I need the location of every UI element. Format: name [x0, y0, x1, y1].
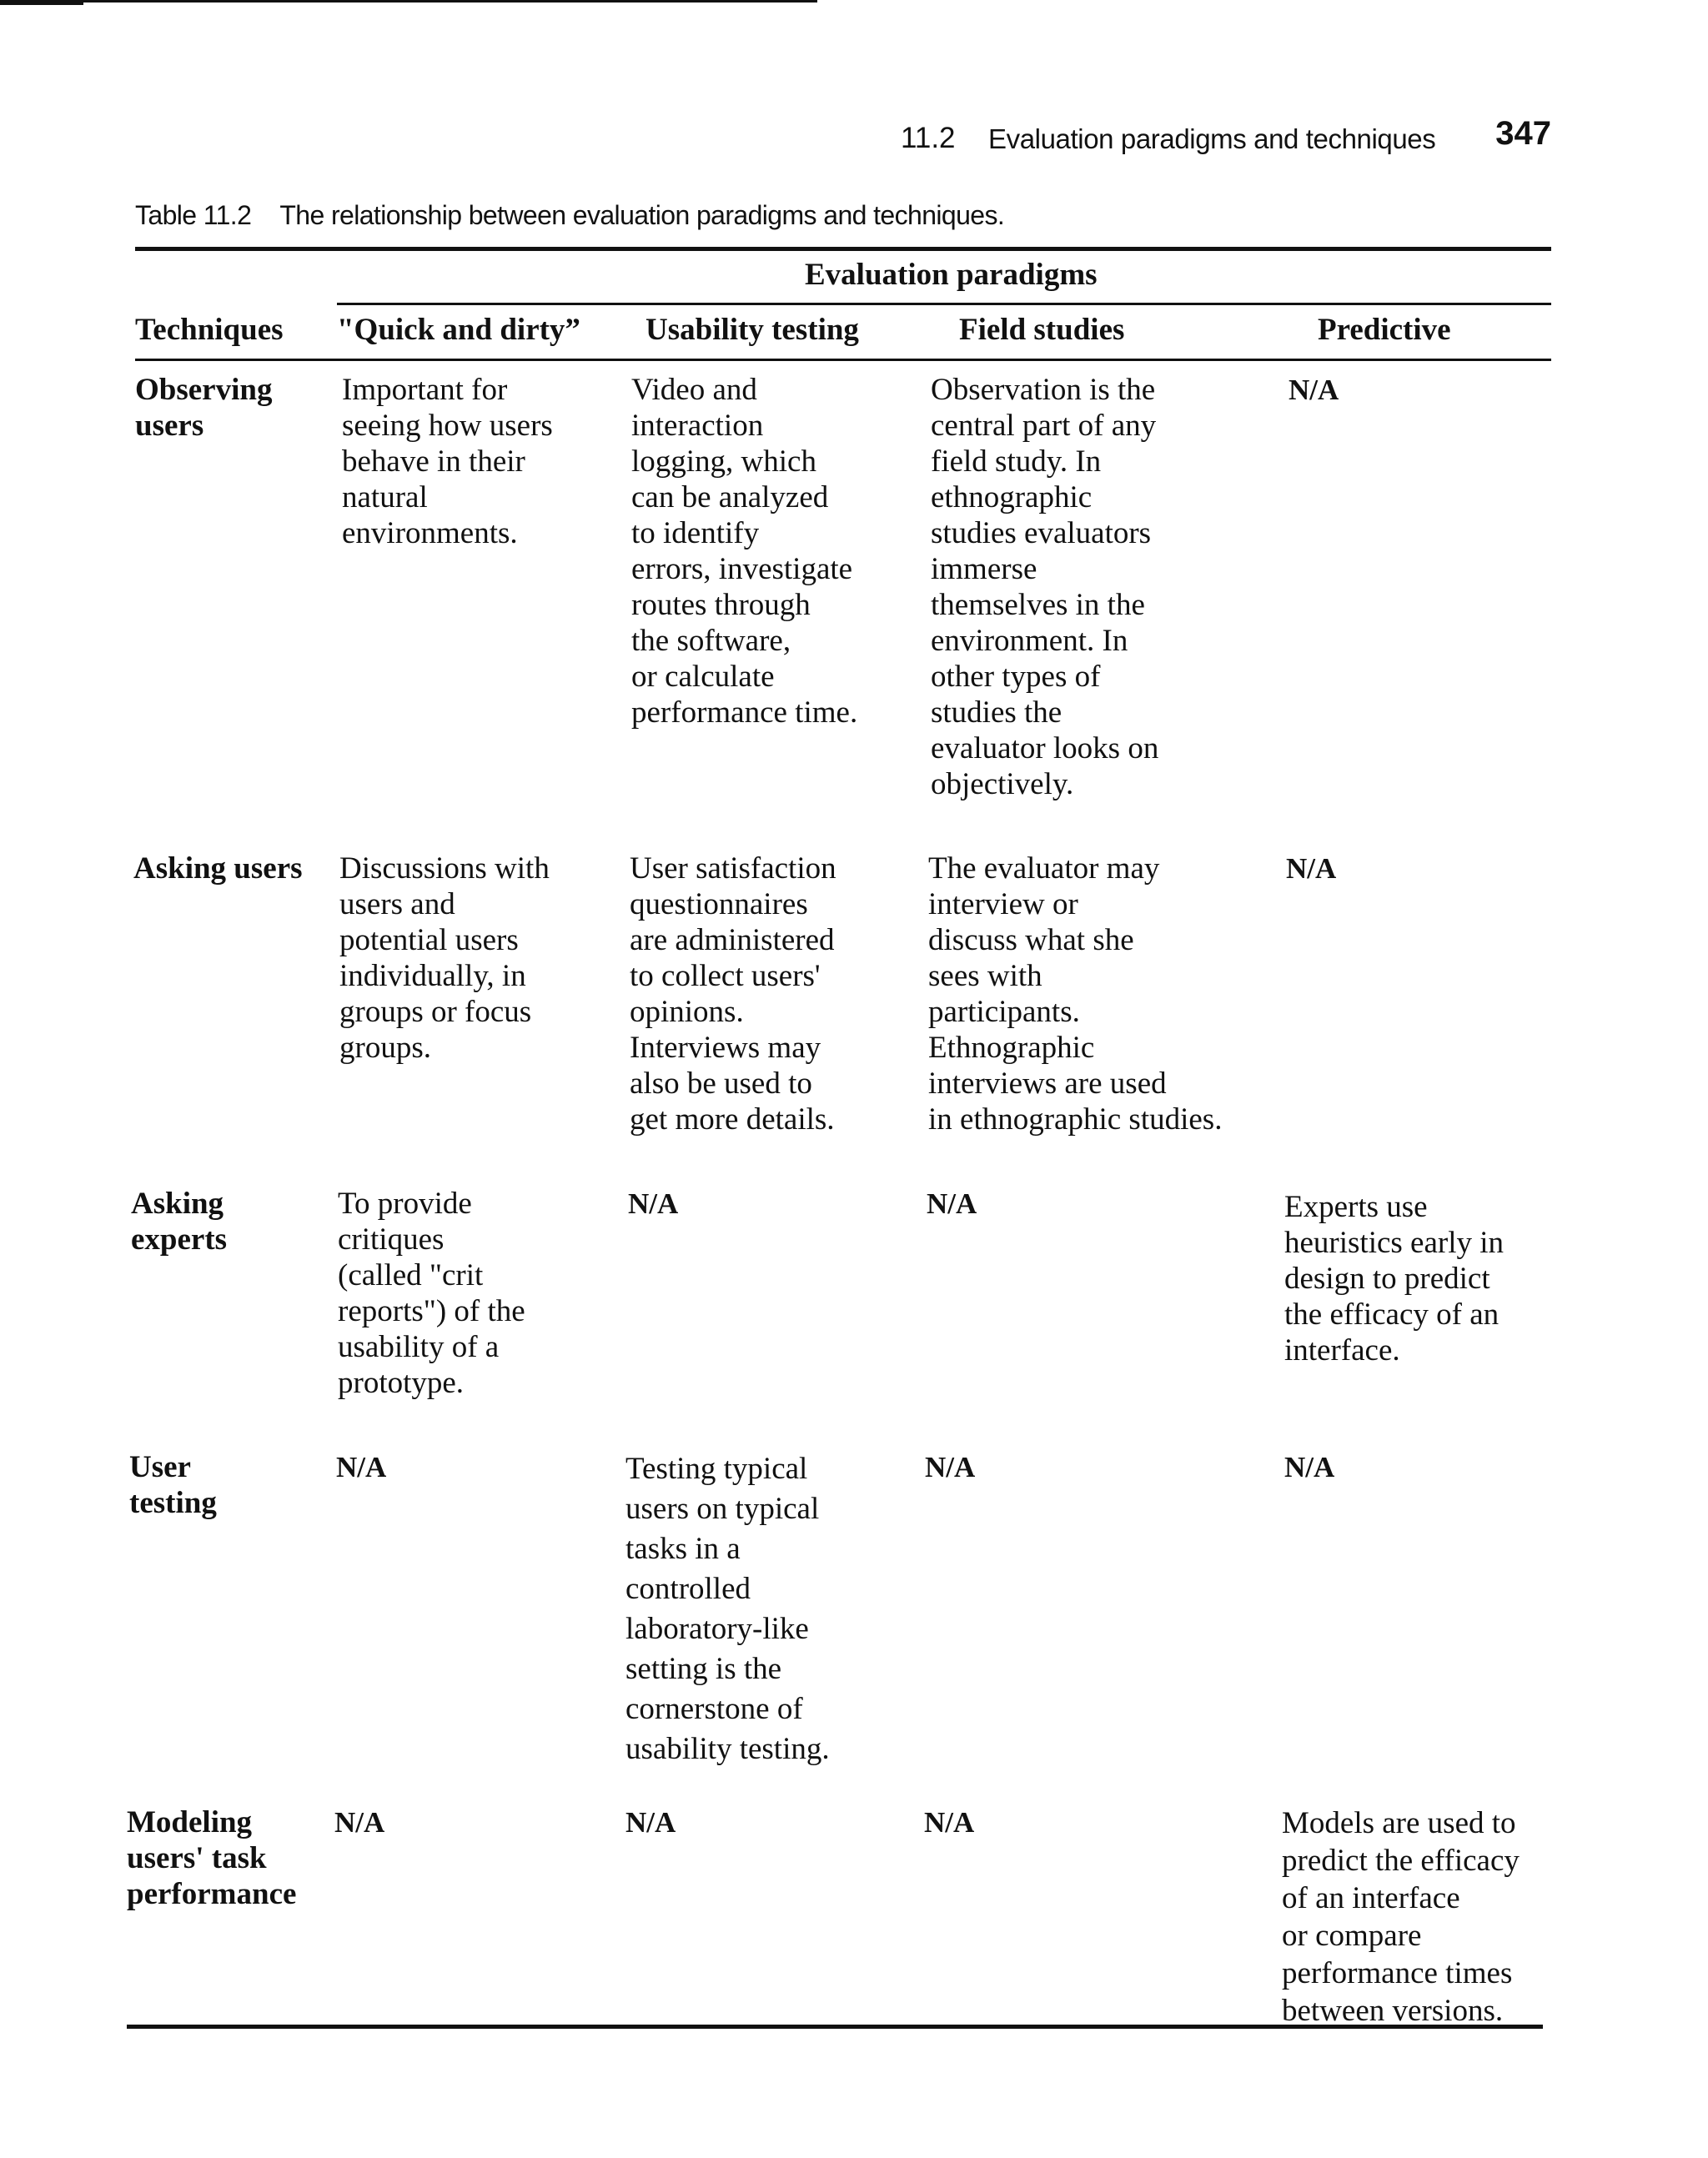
- column-header-usability-testing: Usability testing: [646, 313, 859, 347]
- table-caption-text: The relationship between evaluation paradigms and techniques.: [279, 200, 1005, 230]
- cell-asking-experts-quick-and-dirty: To provide critiques (called "crit reports") of the usability of a prototype.: [338, 1187, 525, 1400]
- cell-asking-experts-field-studies: N/A: [927, 1187, 977, 1220]
- cell-observing-usability-testing: Video and interaction logging, which can be analyzed to identify errors, investigate routes through the software, or calculate performance time.: [631, 373, 858, 730]
- column-header-techniques: Techniques: [135, 313, 284, 347]
- section-number: 11.2: [901, 122, 956, 154]
- cell-asking-users-quick-and-dirty: Discussions with users and potential users individually, in groups or focus groups.: [339, 851, 550, 1065]
- cell-asking-users-usability-testing: User satisfaction questionnaires are administered to collect users' opinions. Interviews may also be used to get more details.: [630, 851, 836, 1137]
- cell-asking-users-field-studies: The evaluator may interview or discuss what she sees with participants. Ethnographic interviews are used in ethnographic studies.: [928, 851, 1223, 1137]
- cell-user-testing-predictive: N/A: [1284, 1451, 1335, 1483]
- column-header-field-studies: Field studies: [959, 313, 1125, 347]
- cell-user-testing-usability-testing: Testing typical users on typical tasks in a controlled laboratory-like setting is the cornerstone of usability testing.: [625, 1452, 830, 1766]
- cell-modeling-quick-and-dirty: N/A: [334, 1806, 385, 1839]
- scan-edge-mark: [0, 0, 83, 5]
- cell-observing-quick-and-dirty: Important for seeing how users behave in their natural environments.: [342, 373, 553, 550]
- cell-observing-field-studies: Observation is the central part of any field study. In ethnographic studies evaluators immerse themselves in the environment. In other types of studies the evaluator looks on objectively.: [931, 373, 1159, 801]
- cell-observing-predictive: N/A: [1289, 374, 1339, 406]
- row-header-asking-experts: Asking experts: [131, 1187, 228, 1257]
- column-header-predictive: Predictive: [1318, 313, 1451, 347]
- cell-user-testing-quick-and-dirty: N/A: [336, 1451, 387, 1483]
- cell-modeling-predictive: Models are used to predict the efficacy of an interface or compare performance times between versions.: [1282, 1806, 1520, 2028]
- page-number: 347: [1495, 115, 1551, 152]
- column-header-rule: [135, 359, 1551, 361]
- row-header-modeling-task-performance: Modeling users' task performance: [127, 1805, 297, 1911]
- section-title: Evaluation paradigms and techniques: [988, 123, 1436, 154]
- group-header-rule: [337, 303, 1551, 305]
- running-head: [901, 115, 1551, 157]
- table-caption: [135, 200, 1004, 231]
- row-header-observing-users: Observing users: [135, 373, 273, 443]
- row-header-user-testing: User testing: [129, 1450, 217, 1520]
- cell-asking-users-predictive: N/A: [1286, 852, 1337, 885]
- table-label: Table 11.2: [135, 200, 252, 230]
- column-header-quick-and-dirty: "Quick and dirty”: [337, 313, 580, 347]
- row-header-asking-users: Asking users: [133, 851, 303, 886]
- cell-asking-experts-usability-testing: N/A: [628, 1187, 679, 1220]
- table-top-rule: [135, 247, 1551, 251]
- cell-asking-experts-predictive: Experts use heuristics early in design to predict the efficacy of an interface.: [1284, 1190, 1505, 1368]
- cell-modeling-usability-testing: N/A: [625, 1806, 676, 1839]
- group-header-evaluation-paradigms: Evaluation paradigms: [805, 258, 1098, 292]
- scan-edge-line: [83, 0, 817, 3]
- cell-user-testing-field-studies: N/A: [925, 1451, 976, 1483]
- cell-modeling-field-studies: N/A: [924, 1806, 975, 1839]
